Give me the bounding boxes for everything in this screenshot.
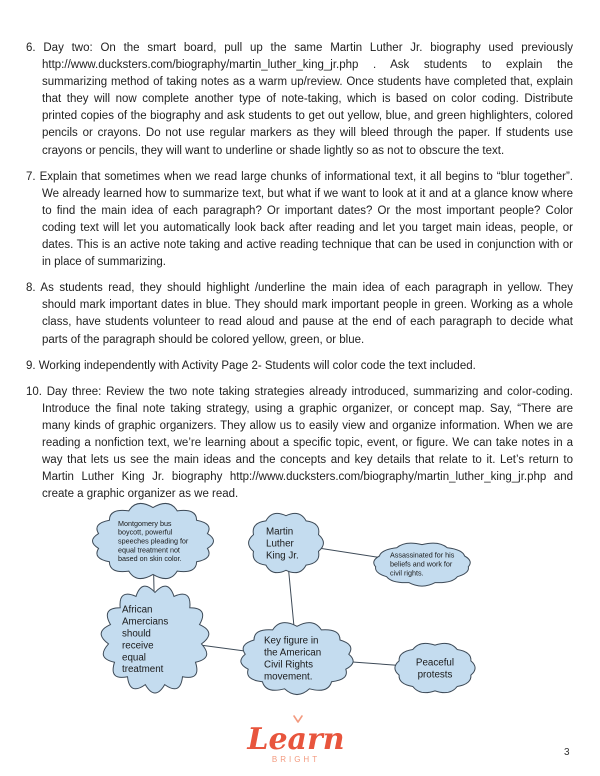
cloud-key-figure: [241, 623, 353, 695]
cloud-text-key-figure: movement.: [264, 671, 313, 683]
logo-tagline: BRIGHT: [271, 755, 321, 764]
cloud-peaceful: [395, 643, 475, 692]
step-7: 7. Explain that sometimes when we read large chunks of informational text, it all begins to “blur together”. We already learned how to summarize text, but what if we want to look at it and at a glance know where to find the main idea of each paragraph? Or important dates? Or the most important people? Color coding text will let you automatically look back after reading and let you target main ideas, people, or dates. This is an active note taking and active reading technique that can be used in conjunction with or in place of summarizing.: [26, 170, 573, 269]
cloud-text-african-americans: treatment: [122, 664, 164, 676]
cloud-boycott: [93, 503, 214, 578]
cloud-text-mlk: King Jr.: [266, 550, 299, 562]
cloud-text-boycott: boycott, powerful: [118, 527, 173, 537]
instruction-list: [26, 40, 573, 512]
cloud-text-boycott: equal treatment not: [118, 545, 180, 555]
cloud-text-peaceful: Peaceful: [415, 657, 455, 669]
cloud-african-americans: [101, 586, 209, 693]
cloud-text-mlk: Luther: [266, 538, 294, 550]
cloud-assassinated: [374, 543, 470, 586]
cloud-text-peaceful: protests: [417, 669, 453, 681]
cloud-text-key-figure: the American: [264, 647, 322, 659]
cloud-text-african-americans: African: [122, 604, 153, 616]
cloud-text-boycott: speeches pleading for: [118, 536, 189, 546]
cloud-text-assassinated: Assassinated for his: [390, 550, 455, 560]
cloud-text-key-figure: Key figure in: [264, 635, 319, 647]
cloud-text-assassinated: beliefs and work for: [390, 559, 453, 569]
cloud-text-african-americans: receive: [122, 640, 154, 652]
learn-bright-logo: [240, 714, 352, 766]
cloud-text-african-americans: equal: [122, 652, 146, 664]
cloud-text-boycott: Montgomery bus: [118, 518, 172, 528]
concept-map: [80, 492, 480, 710]
concept-map-clouds: [93, 503, 476, 694]
cloud-shape-african-americans: [101, 586, 209, 693]
cloud-text-assassinated: civil rights.: [390, 568, 424, 578]
cloud-text-key-figure: Civil Rights: [264, 659, 313, 671]
cloud-text-boycott: based on skin color.: [118, 554, 182, 564]
cloud-text-african-americans: Amercians: [122, 616, 169, 628]
cloud-text-mlk: Martin: [266, 526, 294, 538]
step-8: 8. As students read, they should highlight /underline the main idea of each paragraph in yellow. They should mark important dates in blue. They should mark important people in green. Working as a whole class, have students volunteer to read aloud and pause at the end of each paragraph to decide what parts of the paragraph should be colored yellow, green, or blue.: [26, 282, 573, 346]
step-6: 6. Day two: On the smart board, pull up the same Martin Luther Jr. biography used previously http://www.ducksters.com/biography/martin_luther_king_jr.php . Ask students to explain the summarizing method of taking notes as a warm up/review. Once students have completed that, explain that they will now complete another type of note-taking, which is based on color coding. Distribute printed copies of the biography and ask students to get out yellow, blue, and green highlighters, colored pencils or crayons. Do not use regular markers as they will bleed through the paper. If students use crayons or pencils, they will want to underline or shade lightly so as not to obscure the text.: [26, 42, 573, 157]
step-10: 10. Day three: Review the two note taking strategies already introduced, summarizing and color-coding. Introduce the final note taking strategy, using a graphic organizer, or concept map. Say, “There are many kinds of graphic organizers. They allow us to easily view and organize information. When we are reading a nonfiction text, we’re learning about a specific topic, event, or figure. We can take notes in a way that lets us see the main ideas and the concepts and key details that relate to it. Let’s return to Martin Luther King Jr. biography http://www.ducksters.com/biography/martin_luther_king_jr.php and create a graphic organizer as we read.: [26, 385, 573, 501]
step-9: 9. Working independently with Activity Page 2- Students will color code the text included.: [26, 359, 476, 372]
page-number: 3: [564, 747, 570, 758]
cloud-text-african-americans: should: [122, 628, 151, 640]
logo-wordmark: Learn: [247, 722, 345, 757]
cloud-mlk: [249, 513, 324, 572]
